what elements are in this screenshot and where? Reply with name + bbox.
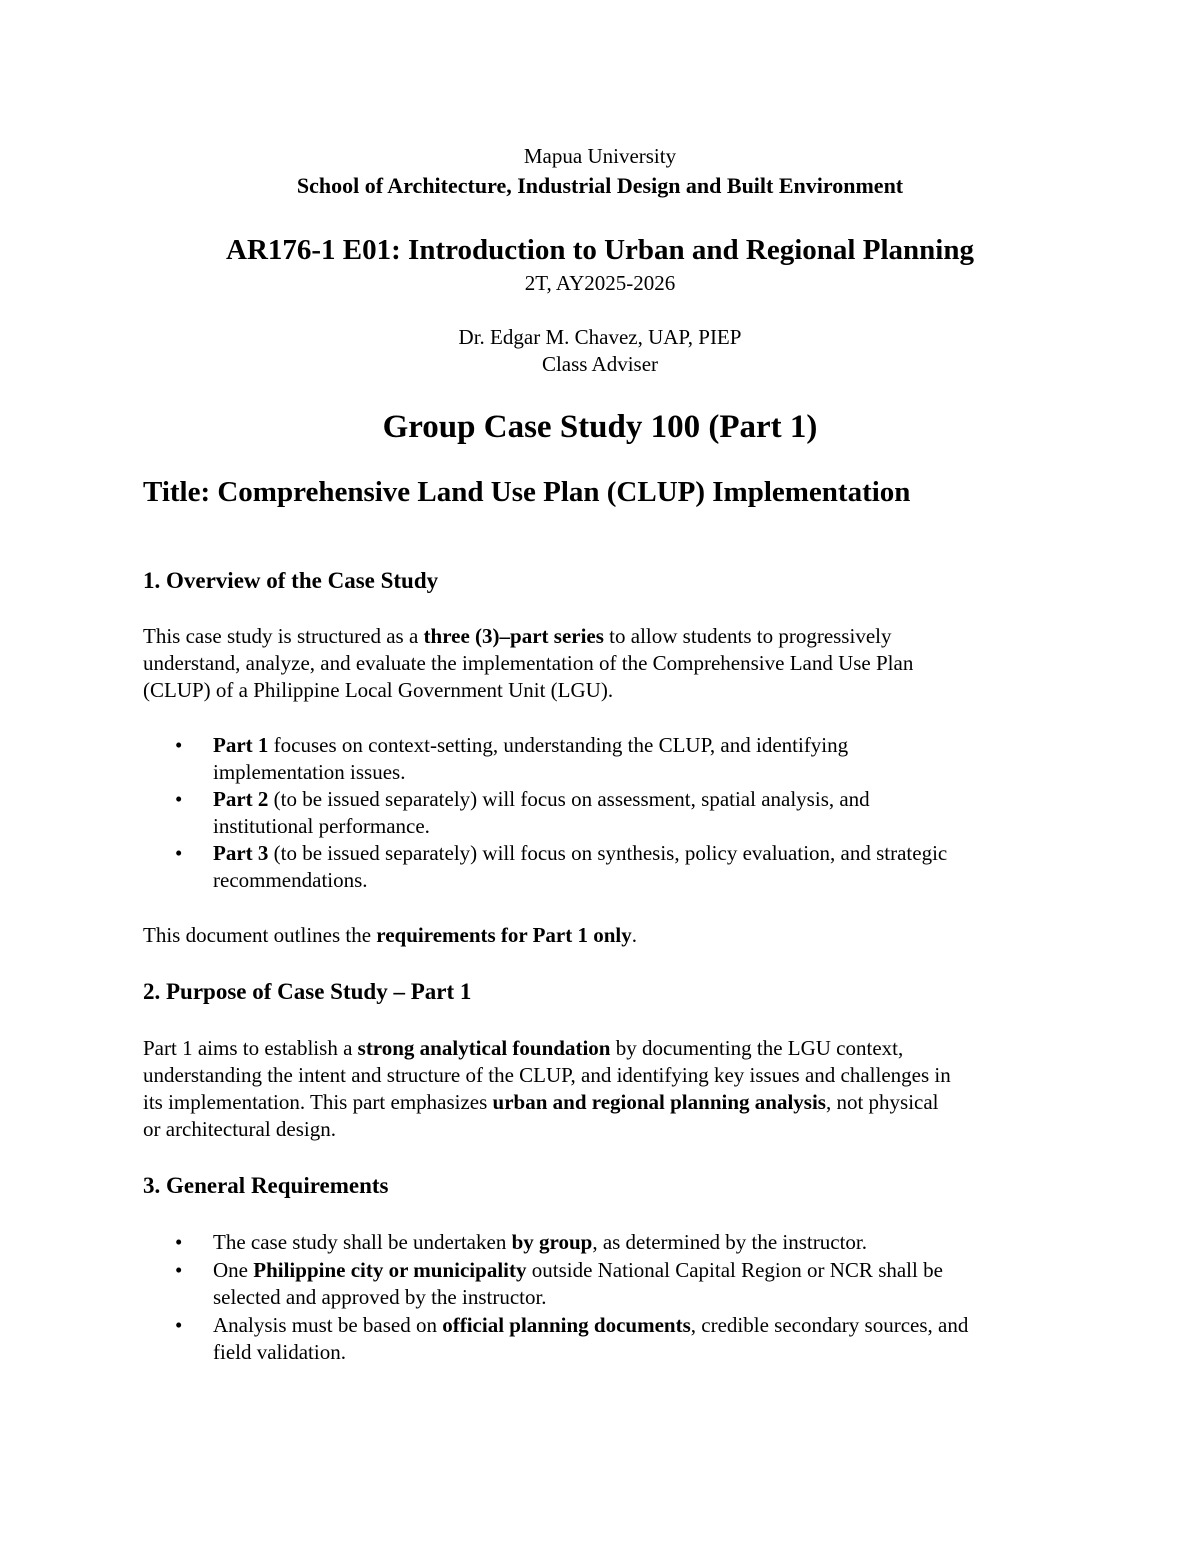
list-item-line [213,1257,943,1284]
part-label: Part 3 [213,841,269,865]
req-emphasis: Philippine city or municipality [253,1258,527,1282]
section-3-heading: 3. General Requirements [143,1173,389,1198]
list-item-line: selected and approved by the instructor. [213,1285,547,1309]
adviser-role: Class Adviser [541,352,659,376]
purpose-line-4: or architectural design. [143,1117,336,1141]
bullet-icon: • [175,1258,183,1282]
list-item-line [213,732,848,759]
part-text: (to be issued separately) will focus on synthesis, policy evaluation, and strategic [268,841,948,865]
outline-text: . [631,923,638,947]
bullet-icon: • [175,733,183,757]
part-text: (to be issued separately) will focus on assessment, spatial analysis, and [268,787,870,811]
purpose-text: by documenting the LGU context, [610,1036,904,1060]
section-2-heading: 2. Purpose of Case Study – Part 1 [143,979,472,1004]
overview-paragraph-line-1 [143,623,891,650]
part-label: Part 2 [213,787,269,811]
purpose-line-2: understanding the intent and structure of the CLUP, and identifying key issues and challenges in [143,1063,951,1087]
purpose-line-1 [143,1035,903,1062]
purpose-text: its implementation. This part emphasizes [143,1090,493,1114]
document-title: Group Case Study 100 (Part 1) [382,409,818,445]
req-emphasis: official planning documents [442,1313,691,1337]
list-item-line: recommendations. [213,868,368,892]
overview-paragraph-line-2: understand, analyze, and evaluate the implementation of the Comprehensive Land Use Plan [143,651,914,675]
bullet-icon: • [175,1313,183,1337]
case-study-subtitle: Title: Comprehensive Land Use Plan (CLUP) Implementation [143,476,911,508]
overview-paragraph-line-3: (CLUP) of a Philippine Local Government Unit (LGU). [143,678,614,702]
list-item-line: field validation. [213,1340,346,1364]
list-item-line [213,1229,867,1256]
part-label: Part 1 [213,733,269,757]
list-item-line: institutional performance. [213,814,430,838]
req-text: , credible secondary sources, and [690,1313,969,1337]
purpose-text: Part 1 aims to establish a [143,1036,358,1060]
overview-text: This case study is structured as a [143,624,424,648]
course-title-text: AR176-1 E01: Introduction to Urban and Regional Planning [226,234,974,266]
purpose-text: , not physical [825,1090,939,1114]
list-item-line: implementation issues. [213,760,406,784]
outline-emphasis: requirements for Part 1 only [376,923,632,947]
course-title [0,232,1200,268]
purpose-emphasis: urban and regional planning analysis [492,1090,826,1114]
outline-sentence [143,922,637,949]
term: 2T, AY2025-2026 [524,271,676,295]
overview-emphasis: three (3)–part series [423,624,604,648]
school-name: School of Architecture, Industrial Design and Built Environment [296,173,904,198]
overview-text: to allow students to progressively [603,624,892,648]
purpose-line-3 [143,1089,939,1116]
purpose-emphasis: strong analytical foundation [357,1036,611,1060]
req-text: Analysis must be based on [213,1313,443,1337]
outline-text: This document outlines the [143,923,377,947]
adviser-name: Dr. Edgar M. Chavez, UAP, PIEP [458,325,742,349]
req-text: One [213,1258,254,1282]
list-item-line [213,1312,968,1339]
req-text: , as determined by the instructor. [592,1230,867,1254]
section-1-heading: 1. Overview of the Case Study [143,568,439,593]
list-item-line [213,840,947,867]
bullet-icon: • [175,1230,183,1254]
bullet-icon: • [175,841,183,865]
part-text: focuses on context-setting, understanding the CLUP, and identifying [268,733,849,757]
req-text: The case study shall be undertaken [213,1230,512,1254]
req-text: outside National Capital Region or NCR shall be [526,1258,943,1282]
list-item-line [213,786,870,813]
bullet-icon: • [175,787,183,811]
req-emphasis: by group [511,1230,593,1254]
university-name: Mapua University [523,144,677,168]
